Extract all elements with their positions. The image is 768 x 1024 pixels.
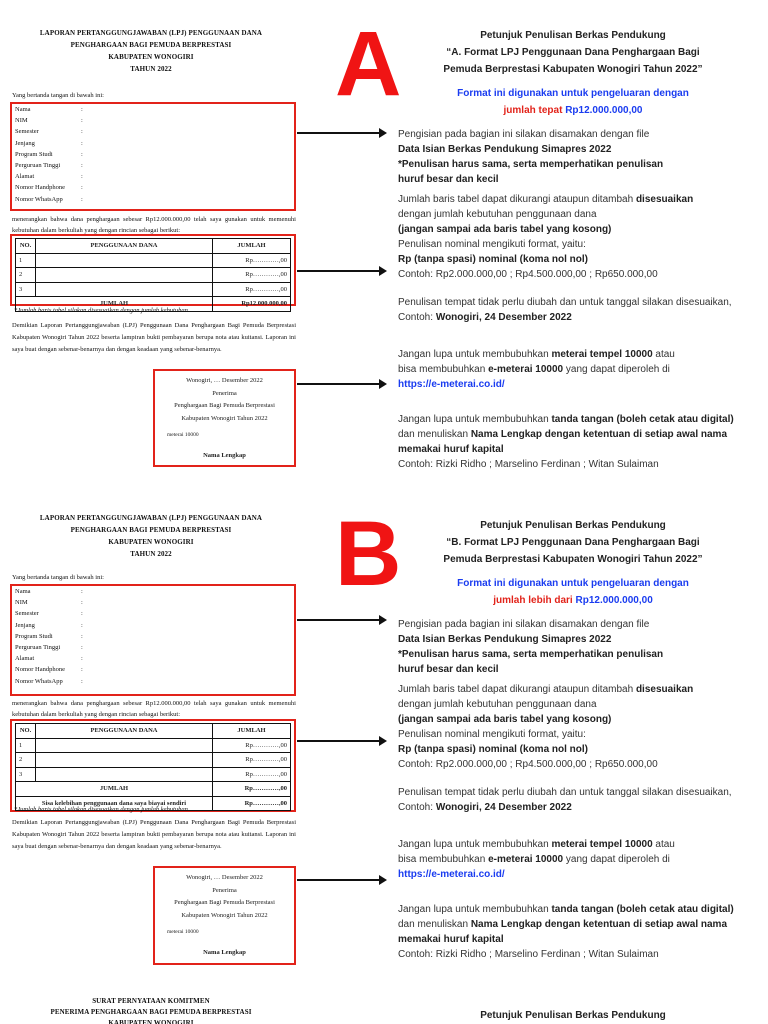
doc-b-title-line: TAHUN 2022	[130, 550, 172, 558]
guide-line: Contoh: Rp2.000.000,00 ; Rp4.500.000,00 ; Rp650.000,00	[398, 759, 658, 770]
guide-line: Jumlah baris tabel dapat dikurangi ataupun ditambah	[398, 684, 634, 695]
guide-line-bold: Nama Lengkap dengan ketentuan di setiap awal nama	[470, 429, 728, 440]
doc-a-intro: Yang bertanda tangan di bawah ini:	[12, 92, 104, 99]
table-row	[16, 253, 291, 268]
table-cell: 3	[16, 767, 36, 782]
table-cell: 2	[16, 753, 36, 768]
field-colon: :	[81, 599, 83, 607]
guide-line: Rp (tanpa spasi) nominal (koma nol nol)	[398, 254, 589, 265]
table-row	[16, 268, 291, 283]
table-total-value: Rp12.000.000,00	[213, 297, 291, 312]
table-cell: 2	[16, 268, 36, 283]
guide-line: Contoh: Rizki Ridho ; Marselino Ferdinan ; Witan Sulaiman	[398, 949, 659, 960]
field-colon: :	[81, 655, 83, 663]
table-row	[16, 282, 291, 297]
guide-line: *Penulisan harus sama, serta memperhatikan penulisan	[398, 649, 664, 660]
guide-line: Penulisan nominal mengikuti format, yaitu:	[398, 239, 586, 250]
guide-line: dan menuliskan	[398, 429, 469, 440]
table-header: PENGGUNAAN DANA	[36, 239, 213, 254]
doc-a-title	[16, 27, 286, 75]
signature-place-date: Wonogiri, … Desember 2022	[186, 377, 263, 384]
table-extra-label: Sisa kelebihan penggunaan dana saya biayai sendiri	[16, 796, 213, 811]
table-total-label: JUMLAH	[16, 297, 213, 312]
field-label: Alamat	[15, 655, 35, 663]
arrow-icon	[297, 740, 385, 742]
doc-b-identity-fields	[10, 584, 296, 696]
doc-a-title-line: LAPORAN PERTANGGUNGJAWABAN (LPJ) PENGGUNAAN DANA	[39, 29, 263, 37]
field-label: Nomor Handphone	[15, 184, 66, 192]
doc-b-title	[16, 512, 286, 560]
guide-usage-amount: Rp12.000.000,00	[575, 595, 653, 606]
guide-subtitle: “A. Format LPJ Penggunaan Dana Penghargaan Bagi	[446, 47, 700, 58]
guide-line: dengan jumlah kebutuhan penggunaan dana	[398, 209, 597, 220]
signature-meterai: meterai 10000	[167, 432, 199, 438]
table-cell	[36, 738, 213, 753]
table-row	[16, 753, 291, 768]
guide-b	[398, 517, 748, 962]
field-colon: :	[81, 195, 83, 203]
guide-p5	[398, 412, 748, 472]
table-cell	[36, 282, 213, 297]
field-colon: :	[81, 128, 83, 136]
guide-subtitle: “B. Format LPJ Penggunaan Dana Penghargaan Bagi	[446, 537, 700, 548]
guide-p3	[398, 295, 748, 325]
field-colon: :	[81, 184, 83, 192]
field-label: Jenjang	[15, 621, 35, 629]
guide-line: (jangan sampai ada baris tabel yang kosong)	[398, 714, 612, 725]
table-cell: 1	[16, 738, 36, 753]
guide-line: atau	[655, 349, 675, 360]
guide-p4	[398, 837, 748, 882]
doc-a-identity-fields	[10, 102, 296, 211]
guide-usage-condition: jumlah tepat	[503, 105, 563, 116]
doc-a-title-line: PENGHARGAAN BAGI PEMUDA BERPRESTASI	[70, 41, 232, 49]
field-label: Alamat	[15, 173, 35, 181]
doc-a-table-note: *Jumlah baris tabel silakan disesuaikan dengan jumlah kebutuhan	[14, 307, 188, 314]
guide-line: memakai huruf kapital	[398, 934, 504, 945]
guide-line-bold: meterai tempel 10000	[551, 839, 653, 850]
doc-b-title-line: KABUPATEN WONOGIRI	[108, 538, 194, 546]
emeterai-link[interactable]: https://e-meterai.co.id/	[398, 379, 505, 390]
guide-usage-text: Format ini digunakan untuk pengeluaran dengan	[457, 578, 689, 589]
field-colon: :	[81, 632, 83, 640]
table-header: JUMLAH	[213, 239, 291, 254]
field-label: Semester	[15, 128, 39, 136]
signature-line: Penghargaan Bagi Pemuda Berprestasi	[174, 402, 275, 409]
section-letter-b: B	[335, 503, 402, 605]
doc-b-title-line: LAPORAN PERTANGGUNGJAWABAN (LPJ) PENGGUNAAN DANA	[39, 514, 263, 522]
field-colon: :	[81, 150, 83, 158]
arrow-icon	[297, 132, 385, 134]
footer-title-line: PENERIMA PENGHARGAAN BAGI PEMUDA BERPRESTASI	[50, 1008, 252, 1016]
guide-p2	[398, 682, 748, 772]
doc-a-usage-table	[15, 238, 291, 312]
field-colon: :	[81, 621, 83, 629]
field-colon: :	[81, 173, 83, 181]
footer-title-line: SURAT PERNYATAAN KOMITMEN	[92, 997, 210, 1005]
field-colon: :	[81, 666, 83, 674]
guide-usage-text: Format ini digunakan untuk pengeluaran dengan	[457, 88, 689, 99]
field-colon: :	[81, 588, 83, 596]
guide-line: Pengisian pada bagian ini silakan disamakan dengan file	[398, 619, 650, 630]
doc-a-signature-box	[153, 369, 296, 467]
guide-line: Jangan lupa untuk membubuhkan	[398, 839, 549, 850]
guide-p2	[398, 192, 748, 282]
guide-p1	[398, 617, 748, 677]
signature-line: Penghargaan Bagi Pemuda Berprestasi	[174, 899, 275, 906]
guide-p5	[398, 902, 748, 962]
field-colon: :	[81, 117, 83, 125]
table-cell: 3	[16, 282, 36, 297]
guide-usage	[398, 575, 748, 609]
guide-line: atau	[655, 839, 675, 850]
field-label: Nomor WhatsApp	[15, 677, 63, 685]
signature-line: Penerima	[212, 389, 237, 397]
guide-line: Penulisan nominal mengikuti format, yaitu:	[398, 729, 586, 740]
signature-name: Nama Lengkap	[203, 948, 246, 956]
table-cell: Rp…………,00	[213, 753, 291, 768]
arrow-icon	[297, 619, 385, 621]
doc-b-intro: Yang bertanda tangan di bawah ini:	[12, 574, 104, 581]
field-label: Jenjang	[15, 139, 35, 147]
guide-line-bold: Nama Lengkap dengan ketentuan di setiap awal nama	[470, 919, 728, 930]
field-colon: :	[81, 139, 83, 147]
guide-usage	[398, 85, 748, 119]
guide-line: Jangan lupa untuk membubuhkan	[398, 904, 549, 915]
signature-name: Nama Lengkap	[203, 451, 246, 459]
field-colon: :	[81, 610, 83, 618]
guide-line: Penulisan tempat tidak perlu diubah dan untuk tanggal silakan disesuaikan,	[398, 787, 732, 798]
field-label: Nomor Handphone	[15, 666, 66, 674]
guide-line: Pengisian pada bagian ini silakan disamakan dengan file	[398, 129, 650, 140]
field-label: NIM	[15, 117, 28, 125]
guide-line: Data Isian Berkas Pendukung Simapres 2022	[398, 634, 612, 645]
doc-a-statement: menerangkan bahwa dana penghargaan sebesar Rp12.000.000,00 telah saya gunakan untuk memenuhi kebutuhan dalam berkuliah yang dengan rincian sebagai berikut:	[12, 216, 296, 234]
guide-line-bold: disesuaikan	[635, 684, 694, 695]
field-label: Perguruan Tinggi	[15, 644, 61, 652]
guide-line: Jumlah baris tabel dapat dikurangi ataupun ditambah	[398, 194, 634, 205]
guide-line: huruf besar dan kecil	[398, 664, 499, 675]
arrow-icon	[297, 270, 385, 272]
guide-line: Contoh: Rizki Ridho ; Marselino Ferdinan ; Witan Sulaiman	[398, 459, 659, 470]
guide-line: Contoh:	[398, 312, 434, 323]
guide-usage-condition: jumlah lebih dari	[493, 595, 573, 606]
doc-b-table-note: *Jumlah baris tabel silakan disesuaikan dengan jumlah kebutuhan	[14, 806, 188, 813]
field-label: Program Studi	[15, 632, 53, 640]
guide-line-bold: e-meterai 10000	[488, 854, 564, 865]
doc-a-usage-table-box	[10, 234, 296, 306]
guide-p1	[398, 127, 748, 187]
arrow-icon	[297, 383, 385, 385]
doc-a-title-line: KABUPATEN WONOGIRI	[108, 53, 194, 61]
field-label: Perguruan Tinggi	[15, 162, 61, 170]
doc-b-statement: menerangkan bahwa dana penghargaan sebesar Rp12.000.000,00 telah saya gunakan untuk memenuhi kebutuhan dalam berkuliah yang dengan rincian sebagai berikut:	[12, 700, 296, 718]
signature-line: Penerima	[212, 886, 237, 894]
signature-line: Kabupaten Wonogiri Tahun 2022	[181, 414, 268, 422]
guide-line-bold: e-meterai 10000	[488, 364, 564, 375]
guide-line-bold: meterai tempel 10000	[551, 349, 653, 360]
doc-b-signature-box	[153, 866, 296, 965]
doc-b-usage-table	[15, 723, 291, 811]
field-label: Nama	[15, 106, 31, 114]
table-header: JUMLAH	[213, 724, 291, 739]
table-extra-value: Rp…………,00	[213, 796, 291, 811]
guide-line-bold: tanda tangan (boleh cetak atau digital)	[551, 904, 734, 915]
guide-line: Rp (tanpa spasi) nominal (koma nol nol)	[398, 744, 589, 755]
footer-title-line: KABUPATEN WONOGIRI	[108, 1019, 194, 1024]
footer-guide-title: Petunjuk Penulisan Berkas Pendukung	[480, 1010, 666, 1021]
field-label: Program Studi	[15, 150, 53, 158]
table-row	[16, 738, 291, 753]
guide-line: *Penulisan harus sama, serta memperhatikan penulisan	[398, 159, 664, 170]
signature-meterai: meterai 10000	[167, 929, 199, 935]
footer-doc-title	[16, 996, 286, 1024]
guide-usage-amount: Rp12.000.000,00	[565, 105, 643, 116]
table-total-label: JUMLAH	[16, 782, 213, 797]
table-cell: Rp…………,00	[213, 268, 291, 283]
signature-line: Kabupaten Wonogiri Tahun 2022	[181, 911, 268, 919]
guide-p4	[398, 347, 748, 392]
guide-line: bisa membubuhkan	[398, 364, 486, 375]
guide-line: memakai huruf kapital	[398, 444, 504, 455]
table-cell: Rp…………,00	[213, 767, 291, 782]
guide-line: (jangan sampai ada baris tabel yang kosong)	[398, 224, 612, 235]
table-header: PENGGUNAAN DANA	[36, 724, 213, 739]
signature-place-date: Wonogiri, … Desember 2022	[186, 874, 263, 881]
table-cell: Rp…………,00	[213, 282, 291, 297]
table-row	[16, 767, 291, 782]
field-label: Nomor WhatsApp	[15, 195, 63, 203]
guide-line: Penulisan tempat tidak perlu diubah dan untuk tanggal silakan disesuaikan,	[398, 297, 732, 308]
guide-line: yang dapat diperoleh di	[565, 854, 670, 865]
guide-p3	[398, 785, 748, 815]
guide-a	[398, 27, 748, 472]
arrow-icon	[297, 879, 385, 881]
table-cell: Rp…………,00	[213, 738, 291, 753]
field-colon: :	[81, 677, 83, 685]
field-colon: :	[81, 162, 83, 170]
guide-line: yang dapat diperoleh di	[565, 364, 670, 375]
table-cell: Rp…………,00	[213, 253, 291, 268]
emeterai-link[interactable]: https://e-meterai.co.id/	[398, 869, 505, 880]
table-cell	[36, 268, 213, 283]
doc-b-title-line: PENGHARGAAN BAGI PEMUDA BERPRESTASI	[70, 526, 232, 534]
field-colon: :	[81, 106, 83, 114]
guide-line: Contoh: Rp2.000.000,00 ; Rp4.500.000,00 ; Rp650.000,00	[398, 269, 658, 280]
table-total-row	[16, 782, 291, 797]
guide-line: Jangan lupa untuk membubuhkan	[398, 414, 549, 425]
doc-b-closing: Demikian Laporan Pertanggungjawaban (LPJ) Penggunaan Dana Penghargaan Bagi Pemuda Berprestasi Kabupaten Wonogiri Tahun 2022 beserta lampiran bukti pembayaran berupa nota atau kuitansi. Laporan ini saya buat dengan sebenar-benarnya dan dengan keadaan yang sebenar-benarnya.	[12, 819, 296, 850]
table-cell	[36, 753, 213, 768]
field-label: Semester	[15, 610, 39, 618]
guide-title: Petunjuk Penulisan Berkas Pendukung	[480, 520, 666, 531]
table-total-value: Rp…………,00	[213, 782, 291, 797]
field-label: Nama	[15, 588, 31, 596]
guide-line: Contoh:	[398, 802, 434, 813]
guide-line-bold: Wonogiri, 24 Desember 2022	[435, 312, 572, 323]
guide-line-bold: Wonogiri, 24 Desember 2022	[435, 802, 572, 813]
guide-title: Petunjuk Penulisan Berkas Pendukung	[480, 30, 666, 41]
guide-line: bisa membubuhkan	[398, 854, 486, 865]
table-cell	[36, 767, 213, 782]
guide-subtitle: Pemuda Berprestasi Kabupaten Wonogiri Tahun 2022”	[443, 554, 703, 565]
guide-line-bold: tanda tangan (boleh cetak atau digital)	[551, 414, 734, 425]
guide-line-bold: disesuaikan	[635, 194, 694, 205]
field-colon: :	[81, 644, 83, 652]
doc-b-usage-table-box	[10, 719, 296, 812]
guide-line: huruf besar dan kecil	[398, 174, 499, 185]
table-header: NO.	[16, 724, 36, 739]
doc-a-title-line: TAHUN 2022	[130, 65, 172, 73]
guide-line: Jangan lupa untuk membubuhkan	[398, 349, 549, 360]
field-label: NIM	[15, 599, 28, 607]
table-cell	[36, 253, 213, 268]
guide-line: dengan jumlah kebutuhan penggunaan dana	[398, 699, 597, 710]
guide-line: dan menuliskan	[398, 919, 469, 930]
guide-subtitle: Pemuda Berprestasi Kabupaten Wonogiri Tahun 2022”	[443, 64, 703, 75]
table-header: NO.	[16, 239, 36, 254]
guide-line: Data Isian Berkas Pendukung Simapres 2022	[398, 144, 612, 155]
table-cell: 1	[16, 253, 36, 268]
doc-a-closing: Demikian Laporan Pertanggungjawaban (LPJ) Penggunaan Dana Penghargaan Bagi Pemuda Berprestasi Kabupaten Wonogiri Tahun 2022 beserta lampiran bukti pembayaran berupa nota atau kuitansi. Laporan ini saya buat dengan sebenar-benarnya dan dengan keadaan yang sebenar-benarnya.	[12, 322, 296, 353]
section-letter-a: A	[335, 13, 402, 115]
